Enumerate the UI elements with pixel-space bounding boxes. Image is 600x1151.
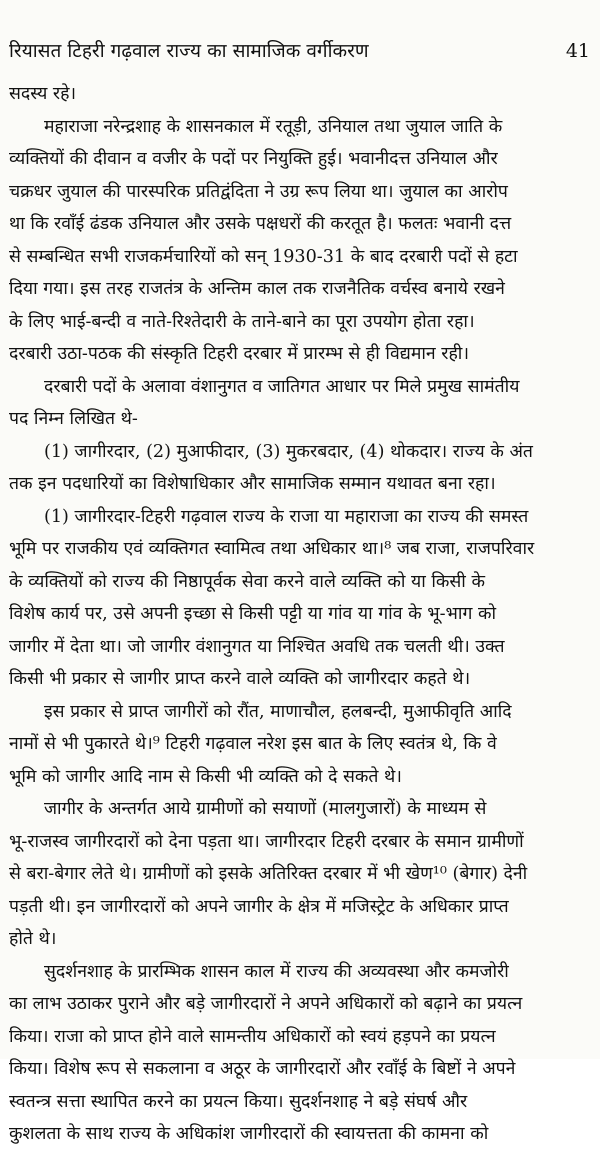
text-line: दिया गया। इस तरह राजतंत्र के अन्तिम काल तक राजनैतिक वर्चस्व बनाये रखने [9,279,505,299]
text-line: के व्यक्तियों को राज्य की निष्ठापूर्वक सेवा करने वाले व्यक्ति को या किसी के [9,571,485,592]
text-line: महाराजा नरेन्द्रशाह के शासनकाल में रतूड़ी, उनियाल तथा जुयाल जाति के [44,116,503,137]
text-line: से बरा-बेगार लेते थे। ग्रामीणों को इसके अतिरिक्त दरबार में भी खेण¹⁰ (बेगार) देनी [9,864,528,884]
text-line: जागीर के अन्तर्गत आये ग्रामीणों को सयाणों (मालगुजारों) के माध्यम से [44,799,487,819]
text-line: स्वतन्त्र सत्ता स्थापित करने का प्रयत्न किया। सुदर्शनशाह ने बड़े संघर्ष और [9,1091,468,1112]
text-line: था कि रवाँई ढंडक उनियाल और उसके पक्षधरों की करतूत है। फलतः भवानी दत्त [9,214,512,234]
text-line: भूमि को जागीर आदि नाम से किसी भी व्यक्ति को दे सकते थे। [9,766,402,787]
text-line: किया। विशेष रूप से सकलाना व अठूर के जागीरदारों और रवाँई के बिष्टों ने अपने [9,1059,516,1079]
text-line: का लाभ उठाकर पुराने और बड़े जागीरदारों ने अपने अधिकारों को बढ़ाने का प्रयत्न [9,994,523,1014]
text-line: (1) जागीरदार-टिहरी गढ़वाल राज्य के राजा या महाराजा का राज्य की समस्त [44,506,529,527]
text-line: सदस्य रहे। [9,84,77,104]
text-line: सुदर्शनशाह के प्रारम्भिक शासन काल में राज्य की अव्यवस्था और कमजोरी [44,961,509,982]
text-line: चक्रधर जुयाल की पारस्परिक प्रतिद्वंदिता ने उग्र रूप लिया था। जुयाल का आरोप [9,181,508,202]
text-line: इस प्रकार से प्राप्त जागीरों को रौंत, माणाचौल, हलबन्दी, मुआफीवृति आदि [44,701,512,722]
text-line: के लिए भाई-बन्दी व नाते-रिश्तेदारी के ताने-बाने का पूरा उपयोग होता रहा। [9,311,475,332]
page-body [9,78,591,1151]
text-line: दरबारी उठा-पठक की संस्कृति टिहरी दरबार में प्रारम्भ से ही विद्यमान रही। [9,344,470,364]
text-line: पड़ती थी। इन जागीरदारों को अपने जागीर के क्षेत्र में मजिस्ट्रेट के अधिकार प्राप्त [9,896,509,917]
running-header [9,34,590,68]
text-line: होते थे। [9,929,57,949]
text-line: तक इन पदधारियों का विशेषाधिकार और सामाजिक सम्मान यथावत बना रहा। [9,474,496,494]
text-line: से सम्बन्धित सभी राजकर्मचारियों को सन् 1930-31 के बाद दरबारी पदों से हटा [9,246,518,267]
text-line: जागीर में देता था। जो जागीर वंशानुगत या निश्चित अवधि तक चलती थी। उक्त [9,636,505,657]
chapter-title: रियासत टिहरी गढ़वाल राज्य का सामाजिक वर्गीकरण [9,40,369,62]
text-line: पद निम्न लिखित थे- [9,409,138,429]
text-line: भू-राजस्व जागीरदारों को देना पड़ता था। जागीरदार टिहरी दरबार के समान ग्रामीणों [9,831,524,852]
text-line: दरबारी पदों के अलावा वंशानुगत व जातिगत आधार पर मिले प्रमुख सामंतीय [44,376,520,397]
text-line: किसी भी प्रकार से जागीर प्राप्त करने वाले व्यक्ति को जागीरदार कहते थे। [9,669,471,689]
text-line: किया। राजा को प्राप्त होने वाले सामन्तीय अधिकारों को स्वयं हड़पने का प्रयत्न [9,1026,496,1047]
text-line: विशेष कार्य पर, उसे अपनी इच्छा से किसी पट्टी या गांव या गांव के भू-भाग को [9,604,497,624]
page-number: 41 [565,40,590,62]
text-line: भूमि पर राजकीय एवं व्यक्तिगत स्वामित्व तथा अधिकार था।⁸ जब राजा, राजपरिवार [9,539,535,559]
text-line: व्यक्तियों की दीवान व वजीर के पदों पर नियुक्ति हुई। भवानीदत्त उनियाल और [9,149,498,169]
text-line: नामों से भी पुकारते थे।⁹ टिहरी गढ़वाल नरेश इस बात के लिए स्वतंत्र थे, कि वे [9,734,497,754]
text-line: (1) जागीरदार, (2) मुआफीदार, (3) मुकरबदार, (4) थोकदार। राज्य के अंत [44,441,533,462]
text-line: कुशलता के साथ राज्य के अधिकांश जागीरदारों की स्वायत्तता की कामना को [9,1124,489,1144]
